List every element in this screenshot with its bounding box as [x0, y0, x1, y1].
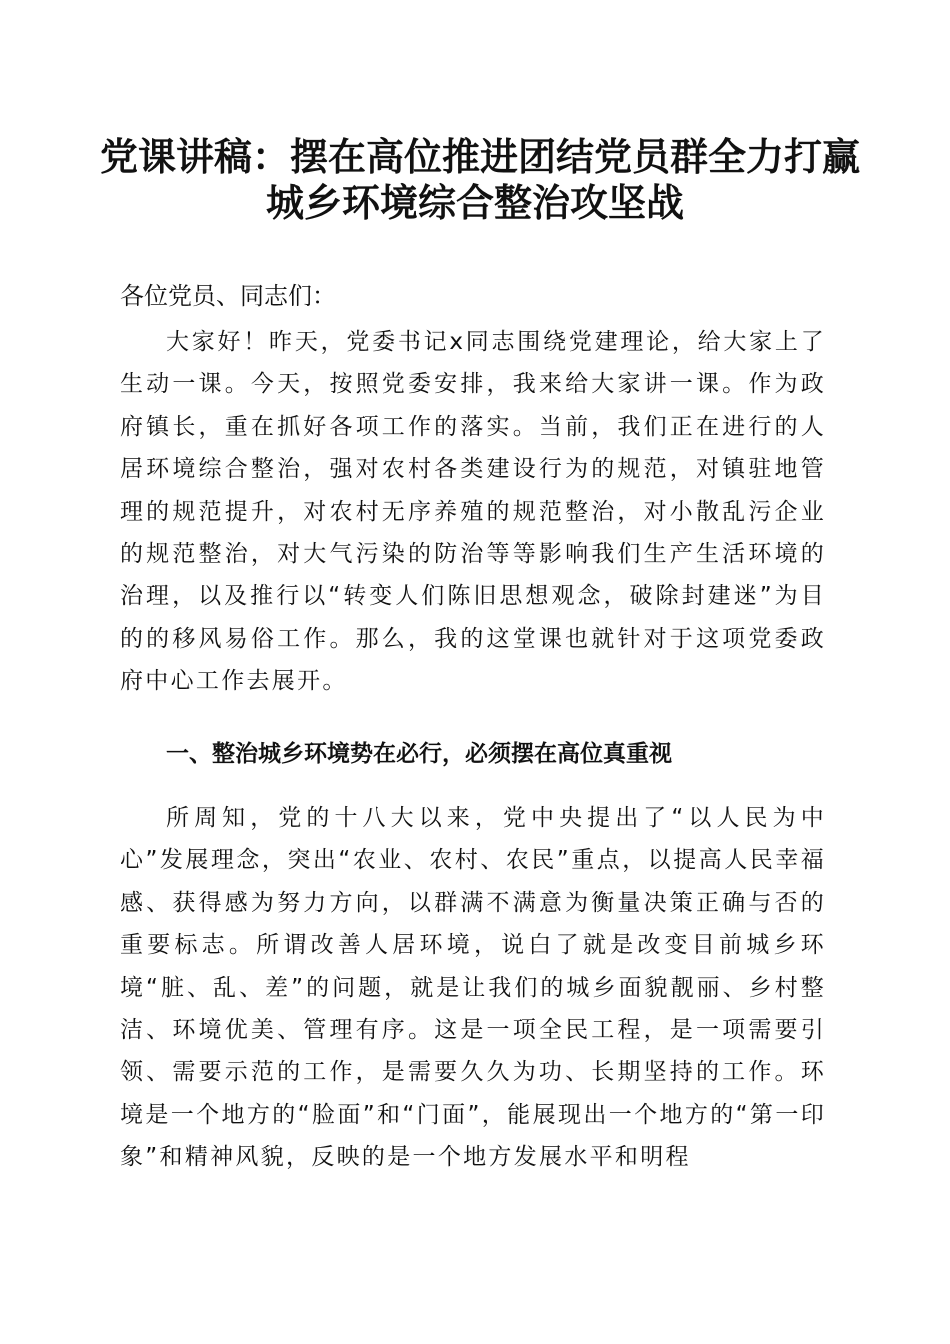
salutation: 各位党员、同志们： — [120, 282, 336, 310]
section-heading-1: 一、整治城乡环境势在必行，必须摆在高位真重视 — [166, 741, 672, 767]
document-title-line-1: 党课讲稿：摆在高位推进团结党员群全力打赢 — [100, 134, 861, 179]
paragraph-section-1: 所周知，党的十八大以来，党中央提出了“以人民为中心”发展理念，突出“农业、农村、农民”重点，以提高人民幸福感、获得感为努力方向，以群满不满意为衡量决策正确与否的重要标志。所谓改善人居环境，说白了就是改变目前城乡环境“脏、乱、差”的问题，就是让我们的城乡面貌靓丽、乡村整洁、环境优美、管理有序。这是一项全民工程，是一项需要引领、需要示范的工作，是需要久久为功、长期坚持的工作。环境是一个地方的“脸面”和“门面”，能展现出一个地方的“第一印象”和精神风貌，反映的是一个地方发展水平和明程 — [120, 805, 826, 1171]
paragraph-intro: 大家好！昨天，党委书记x同志围绕党建理论，给大家上了生动一课。今天，按照党委安排，我来给大家讲一课。作为政府镇长，重在抓好各项工作的落实。当前，我们正在进行的人居环境综合整治，强对农村各类建设行为的规范，对镇驻地管理的规范提升，对农村无序养殖的规范整治，对小散乱污企业的规范整治，对大气污染的防治等等影响我们生产生活环境的治理，以及推行以“转变人们陈旧思想观念，破除封建迷”为目的的移风易俗工作。那么，我的这堂课也就针对于这项党委政府中心工作去展开。 — [120, 329, 826, 695]
document-title-line-2: 城乡环境综合整治攻坚战 — [265, 180, 684, 225]
